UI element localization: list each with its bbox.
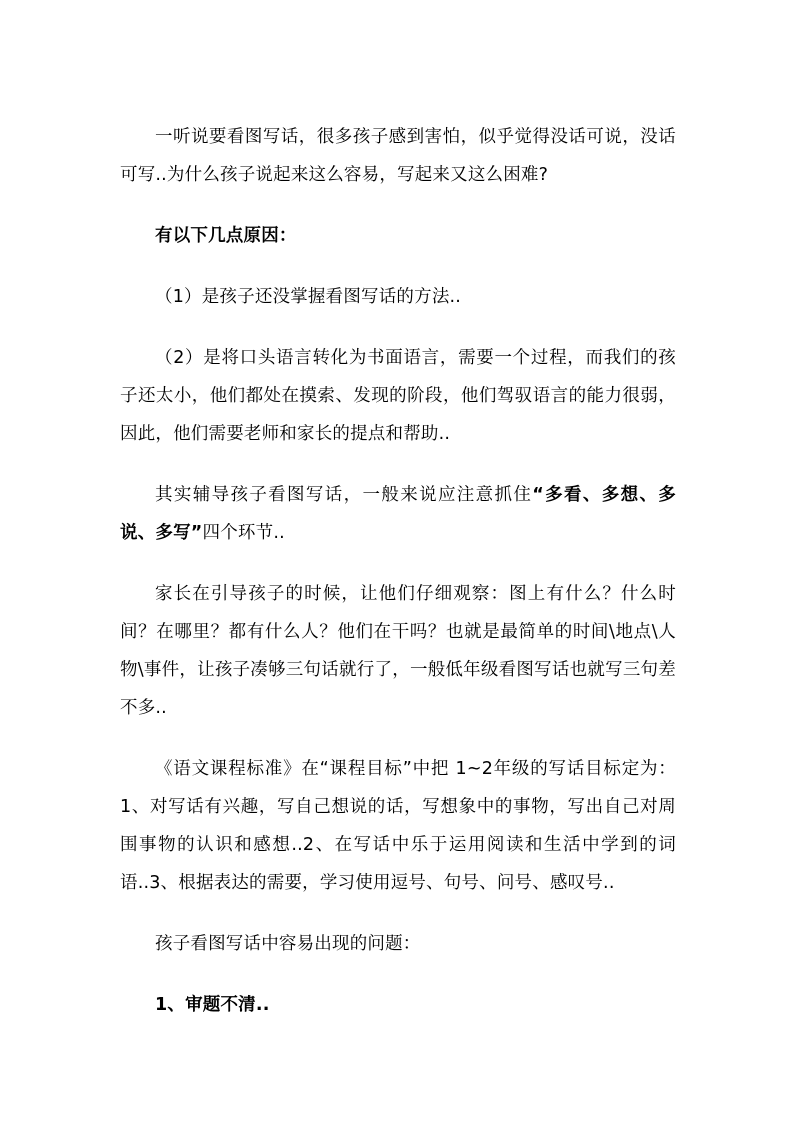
paragraph-intro: 一听说要看图写话，很多孩子感到害怕，似乎觉得没话可说，没话可写..为什么孩子说起来这么容易，写起来又这么困难? (120, 127, 676, 185)
paragraph-curriculum-standard: 《语文课程标准》在“课程目标”中把 1~2年级的写话目标定为：1、对写话有兴趣，写自己想说的话，写想象中的事物，写出自己对周围事物的认识和感想..2、在写话中乐于运用阅读和生活中学到的词语..3、根据表达的需要，学习使用逗号、句号、问号、感叹号.. (120, 759, 676, 893)
four-steps-emphasis: “多看、多想、多说、多写” (120, 485, 677, 543)
paragraph-reason-2: （2）是将口头语言转化为书面语言，需要一个过程，而我们的孩子还太小，他们都处在摸索、发现的阶段，他们驾驭语言的能力很弱，因此，他们需要老师和家长的提点和帮助.. (120, 348, 676, 444)
paragraph-reasons-heading: 有以下几点原因： (155, 226, 297, 246)
four-steps-after: 四个环节.. (202, 523, 285, 543)
paragraph-problems-intro: 孩子看图写话中容易出现的问题： (155, 934, 421, 954)
paragraph-reason-1: （1）是孩子还没掌握看图写话的方法.. (155, 287, 462, 307)
four-steps-before: 其实辅导孩子看图写话，一般来说应注意抓住 (155, 485, 533, 505)
paragraph-four-steps (120, 476, 676, 552)
document-body (120, 118, 676, 1024)
section-heading-unclear-topic: 1、审题不清.. (155, 995, 270, 1015)
paragraph-parent-guidance: 家长在引导孩子的时候，让他们仔细观察：图上有什么？什么时间？在哪里？都有什么人？他们在干吗？也就是最简单的时间\地点\人物\事件，让孩子凑够三句话就行了，一般低年级看图写话也就写三句差不多.. (120, 584, 676, 718)
